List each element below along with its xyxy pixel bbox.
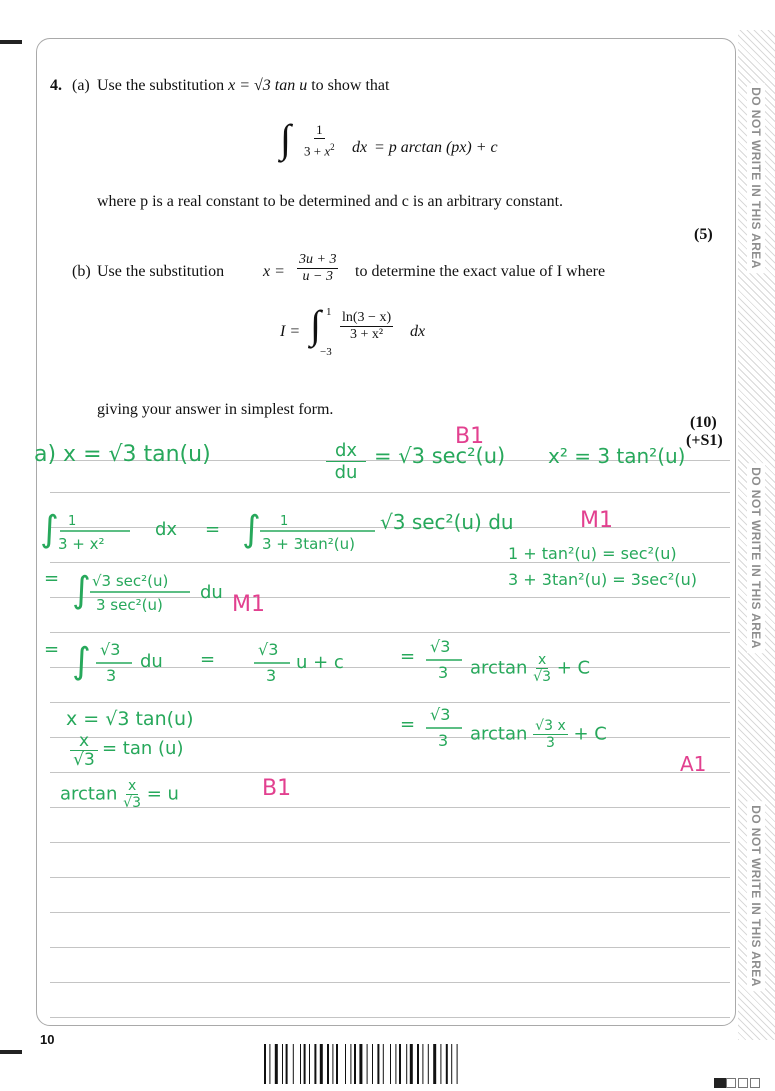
svg-text:=: = <box>400 646 416 667</box>
arctan-plus-c-2: + C <box>573 723 607 745</box>
svg-text:3: 3 <box>438 663 449 682</box>
svg-text:3 sec²(u): 3 sec²(u) <box>96 596 163 614</box>
part-b-text-1: Use the substitution <box>97 263 225 280</box>
part-a-label: (a) <box>72 77 90 94</box>
working-x-squared: x² = 3 tan²(u) <box>548 444 686 468</box>
barcode-bar <box>320 1044 323 1084</box>
working-line-1: a) x = √3 tan(u) <box>34 442 211 467</box>
integrand-numerator: 1 <box>316 122 323 137</box>
mark-a1: A1 <box>680 752 707 776</box>
registration-mark-top-left <box>0 40 22 44</box>
barcode-bar <box>417 1044 419 1084</box>
svg-text:1: 1 <box>68 514 77 529</box>
svg-text:du: du <box>200 582 223 603</box>
integral-b-sign: ∫ <box>310 302 321 347</box>
ruled-line <box>50 632 730 633</box>
arctan-label: arctan <box>470 657 528 679</box>
svg-text:3: 3 <box>266 666 277 685</box>
marker-box <box>738 1078 748 1088</box>
constants-note: where p is a real constant to be determined and c is an arbitrary constant. <box>97 193 564 210</box>
part-b-label: (b) <box>72 263 91 280</box>
ruled-line <box>50 1017 730 1018</box>
mark-b1-top: B1 <box>455 424 485 449</box>
arctan-arg-2: $\frac{√3 x}{3}$ <box>535 718 566 751</box>
part-b-sub-numerator: 3u + 3 <box>299 252 337 267</box>
svg-text:√3: √3 <box>430 705 451 724</box>
integral-sign: ∫ <box>280 116 291 161</box>
barcode-bar <box>350 1044 351 1084</box>
barcode-bar <box>275 1044 278 1084</box>
registration-mark-bottom-left <box>0 1050 22 1054</box>
sub-line-2: = tan (u) <box>102 738 184 759</box>
ruled-line <box>50 982 730 983</box>
svg-text:3 + 3tan²(u): 3 + 3tan²(u) <box>262 535 355 553</box>
svg-text:∫: ∫ <box>72 641 91 682</box>
ruled-line <box>50 947 730 948</box>
barcode-bar <box>304 1044 306 1084</box>
working-line-4-arctan <box>470 652 590 685</box>
barcode-bar <box>399 1044 401 1084</box>
barcode-bar <box>336 1044 338 1084</box>
sub-arctan-label: arctan <box>60 783 118 805</box>
barcode-bar <box>406 1044 407 1084</box>
working-dxdu <box>326 440 366 483</box>
svg-text:=: = <box>205 519 221 540</box>
identity-1: 1 + tan²(u) = sec²(u) <box>508 544 677 563</box>
svg-text:√3: √3 <box>100 640 121 659</box>
integral-a-result: = p arctan (px) + c <box>374 139 498 156</box>
part-b-sub-lhs: x = <box>263 263 285 280</box>
sub-line-1: x = √3 tan(u) <box>66 708 194 730</box>
part-a-substitution: x = √3 tan u <box>228 77 308 94</box>
question-number: 4. <box>50 77 62 94</box>
ruled-line <box>50 877 730 878</box>
barcode-bar <box>282 1044 283 1084</box>
mark-b1-bottom: B1 <box>262 776 292 801</box>
barcode-bar <box>446 1044 448 1084</box>
barcode-bar <box>309 1044 310 1084</box>
sub-line-2-frac: x √3 <box>70 732 98 769</box>
extra-marks: (+S1) <box>686 432 723 449</box>
ruled-line <box>50 702 730 703</box>
ruled-line <box>50 912 730 913</box>
sub-equals-u: = u <box>146 783 179 805</box>
barcode-bar <box>293 1044 294 1084</box>
integrand-denominator: $3 + x^2$ <box>304 142 335 159</box>
barcode-bar <box>451 1044 452 1084</box>
barcode-bar <box>264 1044 266 1084</box>
part-a-marks: (5) <box>694 226 713 243</box>
barcode-bar <box>440 1044 441 1084</box>
working-line-3-svg <box>40 564 260 618</box>
svg-text:3: 3 <box>438 731 449 750</box>
barcode-bar <box>300 1044 301 1084</box>
integral-b-dx: dx <box>410 323 426 340</box>
marker-box <box>750 1078 760 1088</box>
sub-arctan-arg: $\frac{x}{√3}$ <box>123 778 141 811</box>
svg-text:∫: ∫ <box>242 509 261 550</box>
barcode-bar <box>377 1044 379 1084</box>
barcode-bar <box>286 1044 288 1084</box>
integral-b-lower: −3 <box>320 346 332 358</box>
ruled-line <box>50 842 730 843</box>
part-b-marks: (10) <box>690 414 717 431</box>
barcode-bar <box>372 1044 373 1084</box>
working-line-2-rhs: √3 sec²(u) du <box>380 510 514 534</box>
barcode-bar <box>327 1044 329 1084</box>
svg-text:√3: √3 <box>258 640 279 659</box>
barcode-bar <box>269 1044 270 1084</box>
answer-form-note: giving your answer in simplest form. <box>97 401 334 418</box>
barcode-bar <box>410 1044 413 1084</box>
working-line-4-u: u + c <box>296 652 344 673</box>
svg-text:√3: √3 <box>430 637 451 656</box>
part-b-sub-denominator: u − 3 <box>302 269 333 284</box>
svg-text:3 + x²: 3 + x² <box>58 535 105 553</box>
barcode-bar <box>428 1044 429 1084</box>
svg-text:3: 3 <box>106 666 117 685</box>
working-derivative: = √3 sec²(u) <box>374 444 506 468</box>
barcode-bar <box>433 1044 436 1084</box>
barcode-bar <box>367 1044 368 1084</box>
integral-b-denominator: 3 + x² <box>350 327 384 342</box>
svg-text:=: = <box>44 568 60 589</box>
barcode-bar <box>422 1044 423 1084</box>
page-number: 10 <box>40 1032 55 1047</box>
svg-text:=: = <box>200 649 216 670</box>
part-a-instruction <box>97 76 389 96</box>
barcode-bar <box>359 1044 362 1084</box>
integral-a-integrand <box>302 122 337 159</box>
svg-text:=: = <box>44 639 60 660</box>
svg-text:du: du <box>140 651 163 672</box>
dx-numerator: dx <box>326 440 366 462</box>
barcode-bar <box>390 1044 391 1084</box>
barcode-bar <box>395 1044 396 1084</box>
mark-m1-a: M1 <box>580 508 613 533</box>
marker-box <box>726 1078 736 1088</box>
svg-text:=: = <box>400 714 416 735</box>
identity-2: 3 + 3tan²(u) = 3sec²(u) <box>508 570 697 589</box>
svg-text:dx: dx <box>155 519 178 540</box>
part-a-text-2: to show that <box>311 77 390 94</box>
ruled-line <box>50 492 730 493</box>
svg-text:1: 1 <box>280 514 289 529</box>
integral-b-integrand <box>340 310 393 343</box>
integral-a-dx: dx <box>352 139 368 156</box>
barcode-bar <box>383 1044 384 1084</box>
svg-text:√3 sec²(u): √3 sec²(u) <box>92 572 169 590</box>
part-b-substitution <box>297 252 338 285</box>
barcode-bar <box>457 1044 458 1084</box>
svg-text:∫: ∫ <box>72 570 91 611</box>
integral-b-lhs: I = <box>280 323 301 340</box>
barcode <box>264 1044 554 1086</box>
arctan-label-2: arctan <box>470 723 528 745</box>
part-a-text-1: Use the substitution <box>97 77 225 94</box>
part-b-text-2: to determine the exact value of I where <box>355 263 606 280</box>
marker-box-filled <box>714 1078 726 1088</box>
svg-text:∫: ∫ <box>40 509 59 550</box>
arctan-arg: $\frac{x}{√3}$ <box>533 652 551 685</box>
working-line-5-arctan <box>470 718 607 751</box>
arctan-plus-c: + C <box>556 657 591 679</box>
mark-m1-b: M1 <box>232 592 265 617</box>
sub-line-3 <box>60 778 179 811</box>
barcode-bar <box>332 1044 333 1084</box>
ruled-line <box>50 772 730 773</box>
integral-b-numerator: ln(3 − x) <box>342 310 392 325</box>
du-denominator: du <box>334 462 358 483</box>
barcode-bar <box>345 1044 346 1084</box>
barcode-bar <box>314 1044 316 1084</box>
integral-b-upper: 1 <box>326 306 332 318</box>
barcode-bar <box>354 1044 356 1084</box>
